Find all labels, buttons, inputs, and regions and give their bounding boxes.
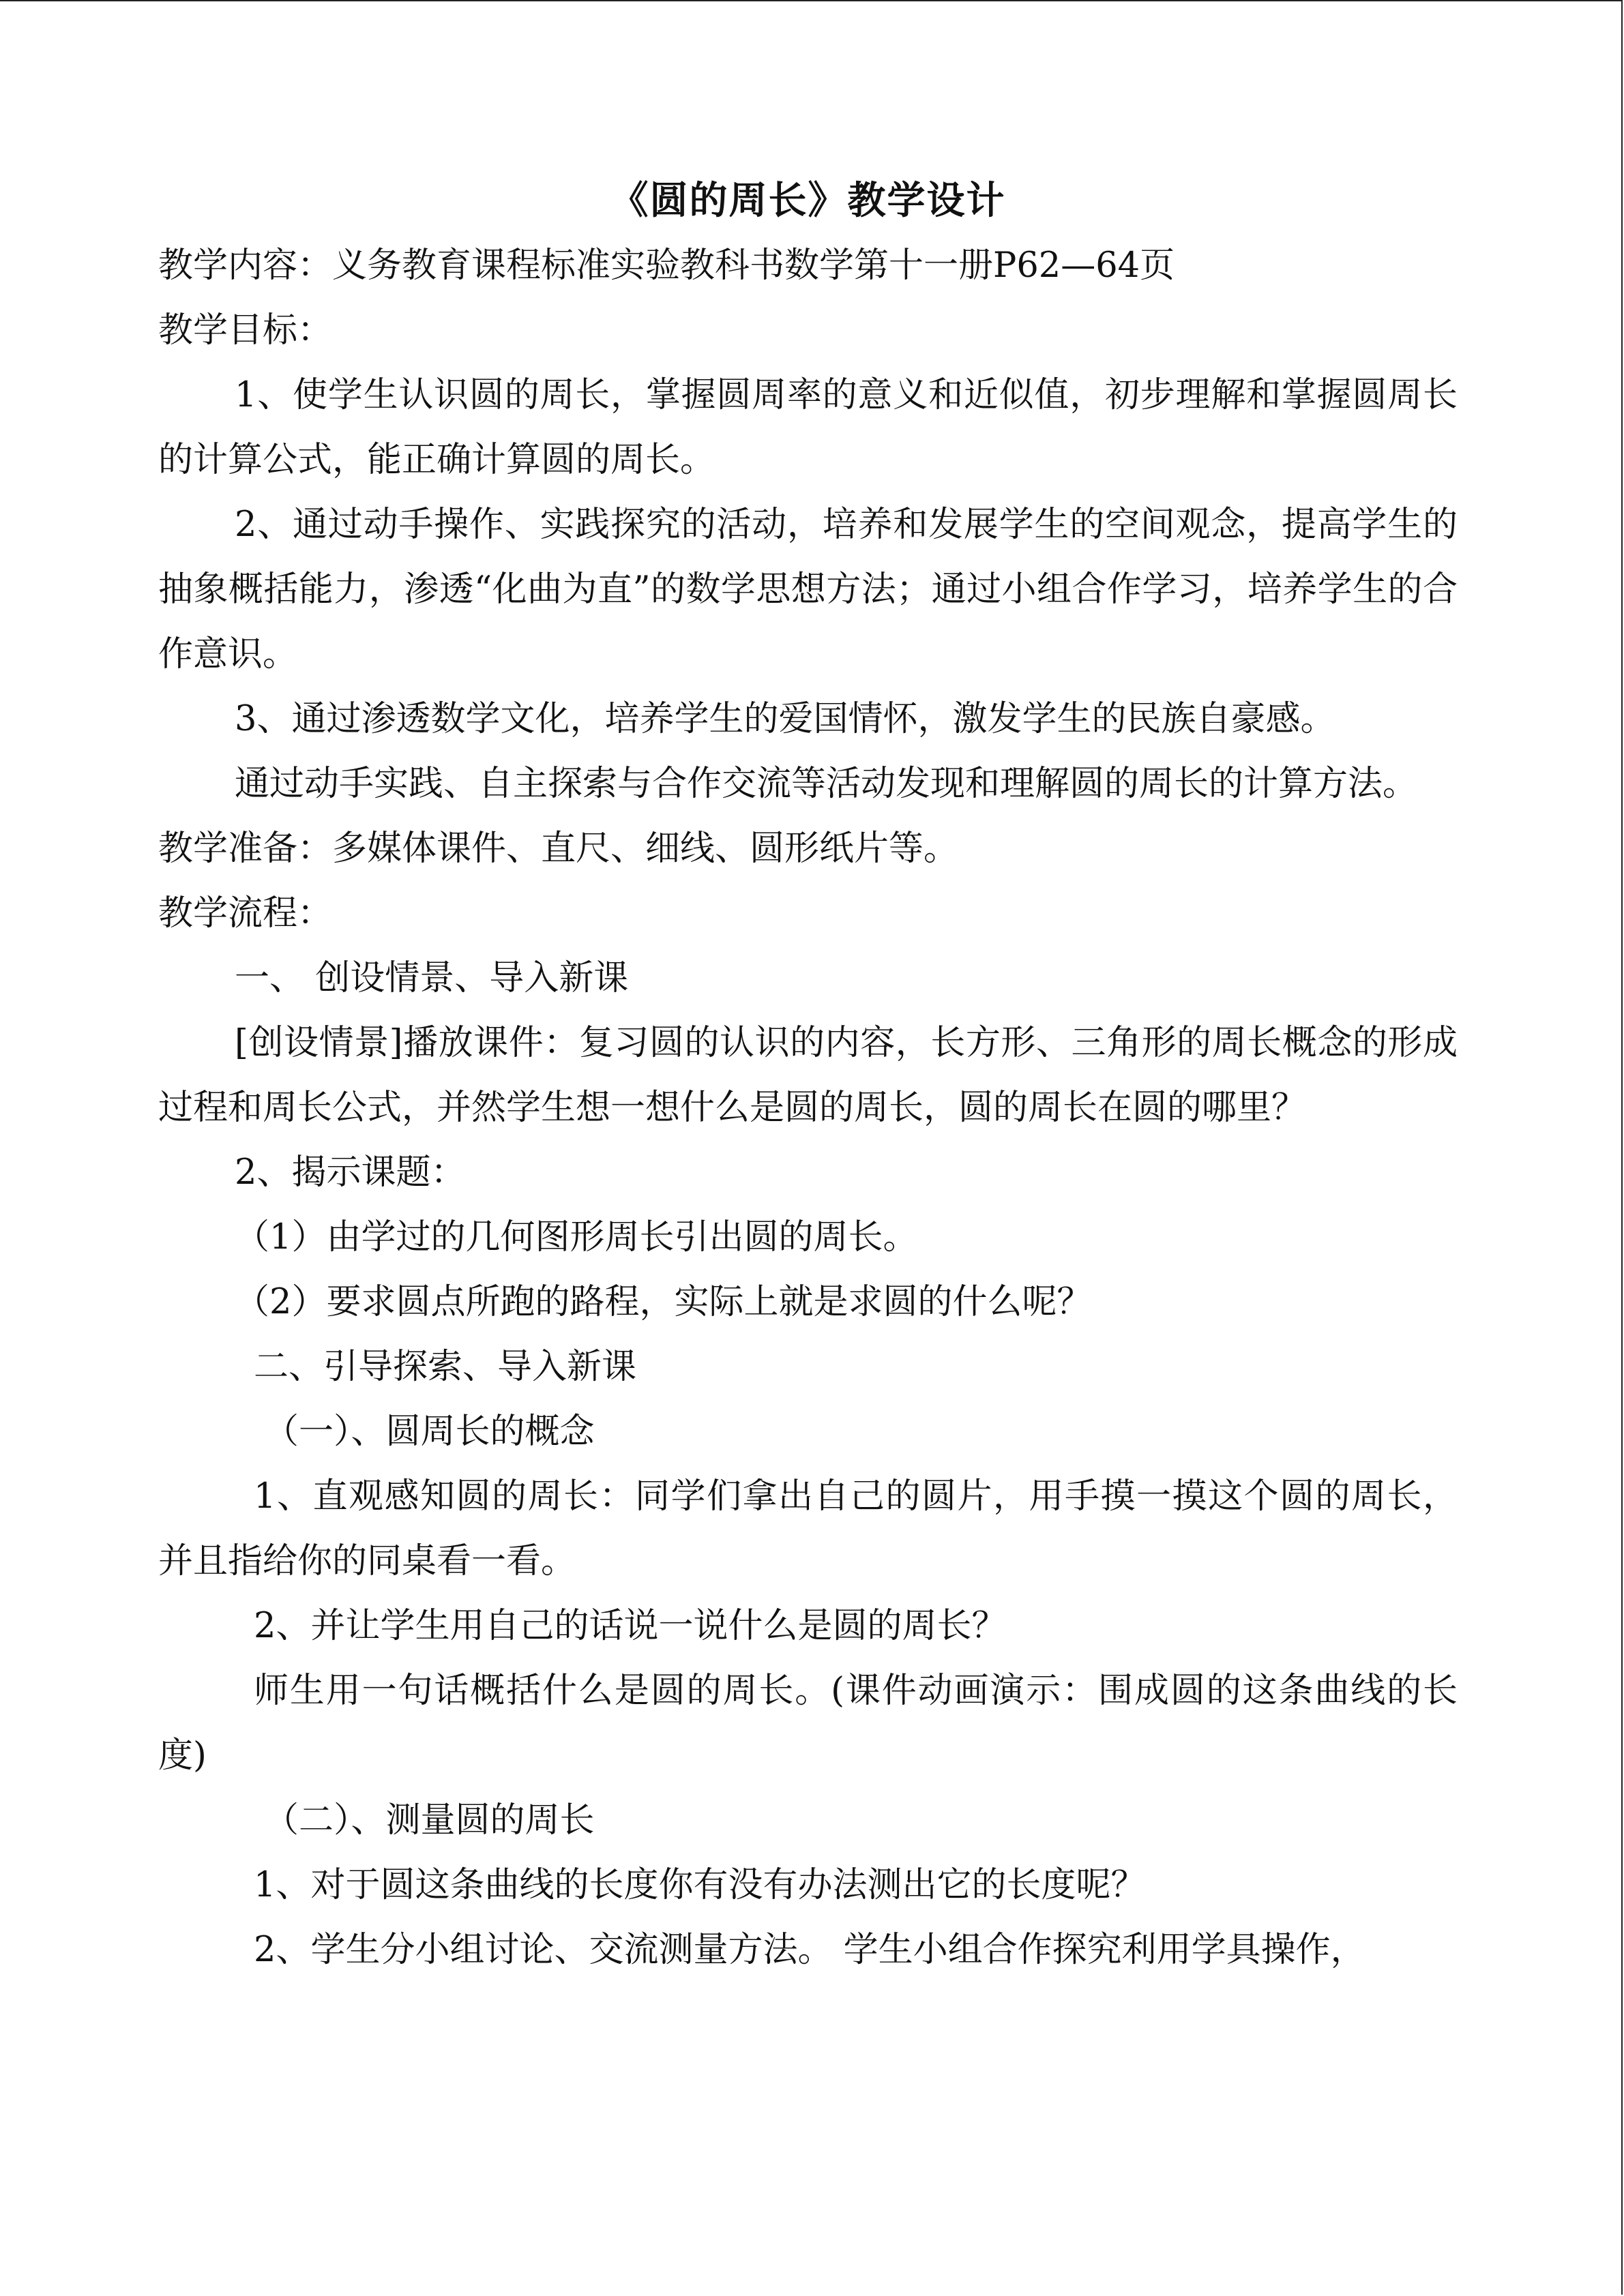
paragraph: 1、直观感知圆的周长：同学们拿出自己的圆片，用手摸一摸这个圆的周长，并且指给你的同桌看一看。 <box>158 1476 1458 1581</box>
document-body <box>158 170 1458 1982</box>
paragraph: 教学目标： <box>158 310 333 351</box>
paragraph: （1）由学过的几何图形周长引出圆的周长。 <box>235 1217 918 1257</box>
paragraph: （2）要求圆点所跑的路程，实际上就是求圆的什么呢？ <box>235 1282 1092 1322</box>
paragraph-list <box>158 233 1458 1982</box>
paragraph: （一）、圆周长的概念 <box>264 1412 595 1452</box>
paragraph: 二、引导探索、导入新课 <box>254 1347 637 1387</box>
paragraph: 2、通过动手操作、实践探究的活动，培养和发展学生的空间观念，提高学生的抽象概括能力，渗透“化曲为直”的数学思想方法；通过小组合作学习，培养学生的合作意识。 <box>158 505 1458 674</box>
paragraph: [创设情景]播放课件：复习圆的认识的内容，长方形、三角形的周长概念的形成过程和周长公式，并然学生想一想什么是圆的周长，圆的周长在圆的哪里？ <box>158 1023 1458 1128</box>
paragraph: 1、对于圆这条曲线的长度你有没有办法测出它的长度呢？ <box>254 1865 1146 1905</box>
paragraph: 教学内容：义务教育课程标准实验教科书数学第十一册P62—64页 <box>158 245 1175 286</box>
paragraph: 教学流程： <box>158 893 333 934</box>
paragraph: 一、 创设情景、导入新课 <box>235 958 629 998</box>
paragraph: 2、学生分小组讨论、交流测量方法。 学生小组合作探究利用学具操作， <box>254 1930 1365 1970</box>
document-title: 《圆的周长》教学设计 <box>610 178 1006 223</box>
paragraph: 教学准备：多媒体课件、直尺、细线、圆形纸片等。 <box>158 829 959 869</box>
paragraph: 3、通过渗透数学文化，培养学生的爱国情怀，激发学生的民族自豪感。 <box>235 699 1335 739</box>
paragraph: 2、并让学生用自己的话说一说什么是圆的周长？ <box>254 1606 1007 1646</box>
paragraph: （二）、测量圆的周长 <box>264 1800 595 1840</box>
paragraph: 师生用一句话概括什么是圆的周长。(课件动画演示：围成圆的这条曲线的长度) <box>158 1671 1458 1776</box>
paragraph: 1、使学生认识圆的周长，掌握圆周率的意义和近似值，初步理解和掌握圆周长的计算公式，能正确计算圆的周长。 <box>158 375 1458 480</box>
paragraph: 2、揭示课题： <box>235 1152 466 1193</box>
paragraph: 通过动手实践、自主探索与合作交流等活动发现和理解圆的周长的计算方法。 <box>235 764 1418 804</box>
